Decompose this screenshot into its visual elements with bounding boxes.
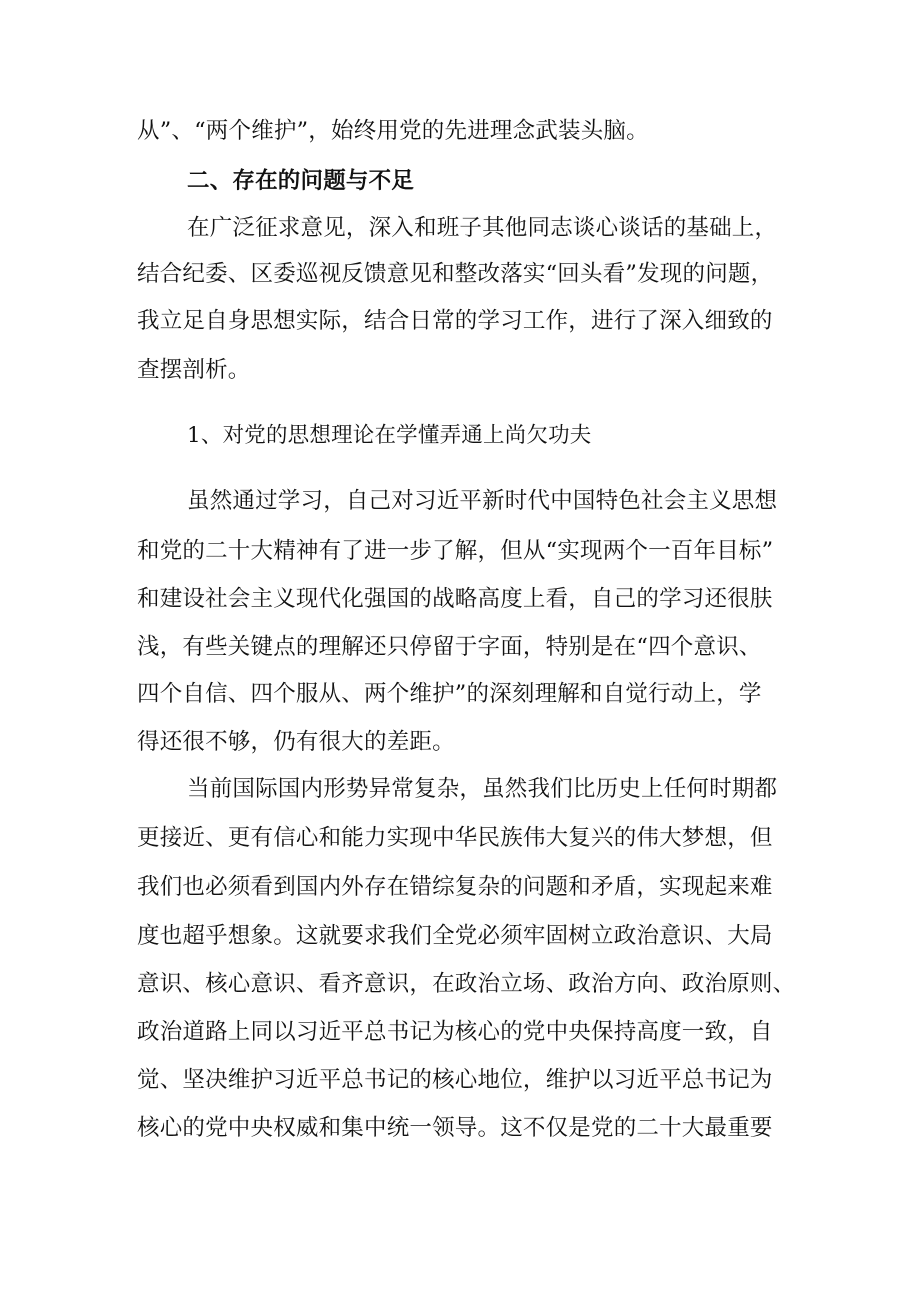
paragraph-line: 虽然通过学习，自己对习近平新时代中国特色社会主义思想 [187,488,778,514]
paragraph-line: 我们也必须看到国内外存在错综复杂的问题和矛盾，实现起来难 [137,874,773,900]
paragraph-line: 浅，有些关键点的理解还只停留于字面，特别是在“四个意识、 [137,634,762,660]
paragraph-line: 四个自信、四个服从、两个维护”的深刻理解和自觉行动上，学 [137,681,762,707]
paragraph-line: 核心的党中央权威和集中统一领导。这不仅是党的二十大最重要 [137,1115,773,1141]
paragraph-line: 在广泛征求意见，深入和班子其他同志谈心谈话的基础上， [187,215,778,241]
paragraph-line: 政治道路上同以习近平总书记为核心的党中央保持高度一致，自 [137,1019,773,1045]
paragraph-line: 查摆剖析。 [137,357,251,383]
paragraph-line: 和建设社会主义现代化强国的战略高度上看，自己的学习还很肤 [137,586,773,612]
section-heading: 二、存在的问题与不足 [187,168,415,194]
paragraph-line: 得还很不够，仍有很大的差距。 [137,729,455,755]
paragraph-line: 更接近、更有信心和能力实现中华民族伟大复兴的伟大梦想，但 [137,825,773,851]
paragraph-line: 觉、坚决维护习近平总书记的核心地位，维护以习近平总书记为 [137,1067,773,1093]
paragraph-line: 意识、核心意识、看齐意识，在政治立场、政治方向、政治原则、 [137,971,796,997]
subsection-heading: 1、对党的思想理论在学懂弄通上尚欠功夫 [187,423,592,448]
paragraph-line: 和党的二十大精神有了进一步了解，但从“实现两个一百年目标” [137,538,774,564]
paragraph-line: 从”、“两个维护”，始终用党的先进理念武装头脑。 [137,118,649,144]
paragraph-line: 我立足自身思想实际，结合日常的学习工作，进行了深入细致的 [137,308,773,334]
paragraph-line: 度也超乎想象。这就要求我们全党必须牢固树立政治意识、大局 [137,923,773,949]
paragraph-line: 当前国际国内形势异常复杂，虽然我们比历史上任何时期都 [187,776,778,802]
paragraph-line: 结合纪委、区委巡视反馈意见和整改落实“回头看”发现的问题， [137,261,774,287]
